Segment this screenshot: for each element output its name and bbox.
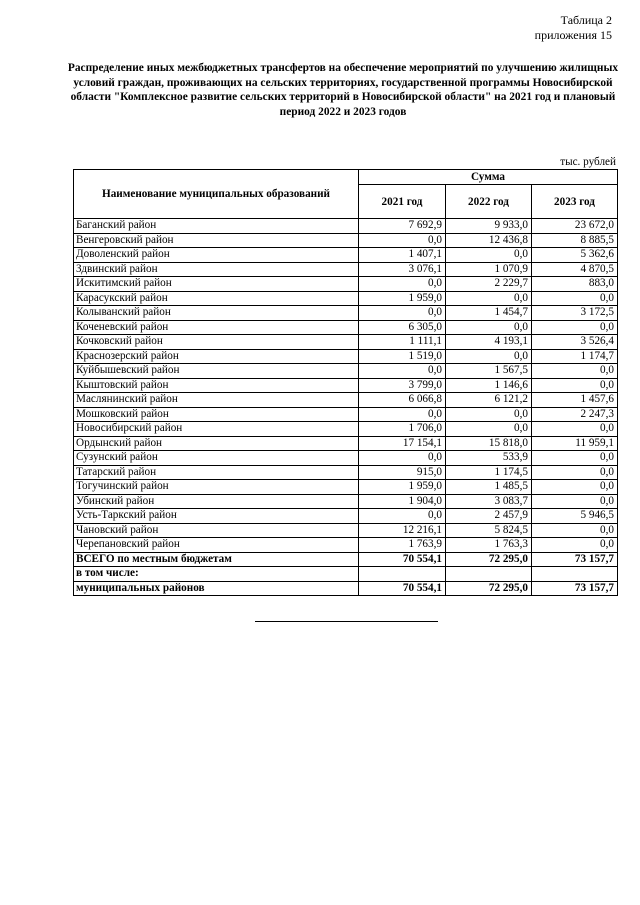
units-label: тыс. рублей	[560, 156, 616, 168]
cell-amount-2021: 0,0	[359, 407, 446, 422]
header-row-1	[74, 170, 618, 185]
cell-amount-2021: 3 076,1	[359, 262, 446, 277]
cell-amount-2021: 1 407,1	[359, 248, 446, 263]
cell-municipality-name: Новосибирский район	[74, 422, 359, 437]
cell-municipality-name: Карасукский район	[74, 291, 359, 306]
table-row	[74, 262, 618, 277]
cell-municipality-name: Кыштовский район	[74, 378, 359, 393]
cell-amount-2022: 72 295,0	[446, 581, 532, 596]
table-row	[74, 248, 618, 263]
table-row	[74, 436, 618, 451]
cell-municipality-name: Куйбышевский район	[74, 364, 359, 379]
cell-municipality-name: Венгеровский район	[74, 233, 359, 248]
table-row	[74, 407, 618, 422]
cell-amount-2022: 1 146,6	[446, 378, 532, 393]
cell-amount-2023: 0,0	[532, 465, 618, 480]
table-row	[74, 422, 618, 437]
cell-amount-2021: 1 904,0	[359, 494, 446, 509]
cell-amount-2021: 0,0	[359, 277, 446, 292]
cell-amount-2022: 2 457,9	[446, 509, 532, 524]
cell-amount-2021: 3 799,0	[359, 378, 446, 393]
cell-amount-2023: 23 672,0	[532, 219, 618, 234]
cell-amount-2022: 533,9	[446, 451, 532, 466]
cell-amount-2021: 12 216,1	[359, 523, 446, 538]
cell-amount-2023: 0,0	[532, 494, 618, 509]
appendix-header	[535, 13, 612, 43]
cell-amount-2023: 0,0	[532, 451, 618, 466]
cell-amount-2022: 0,0	[446, 422, 532, 437]
appendix-number-label: приложения 15	[534, 28, 612, 42]
cell-amount-2022: 12 436,8	[446, 233, 532, 248]
cell-amount-2023: 3 172,5	[532, 306, 618, 321]
cell-amount-2022: 1 567,5	[446, 364, 532, 379]
cell-amount-2021: 1 519,0	[359, 349, 446, 364]
cell-municipality-name: Баганский район	[74, 219, 359, 234]
cell-amount-2021: 6 305,0	[359, 320, 446, 335]
cell-amount-2023: 0,0	[532, 378, 618, 393]
cell-amount-2021: 1 111,1	[359, 335, 446, 350]
cell-amount-2021	[359, 567, 446, 582]
cell-amount-2023: 11 959,1	[532, 436, 618, 451]
cell-municipality-name: в том числе:	[74, 567, 359, 582]
table-row	[74, 465, 618, 480]
cell-amount-2021: 915,0	[359, 465, 446, 480]
cell-amount-2022: 0,0	[446, 320, 532, 335]
cell-municipality-name: Убинский район	[74, 494, 359, 509]
table-row	[74, 277, 618, 292]
table-row	[74, 393, 618, 408]
cell-amount-2023: 3 526,4	[532, 335, 618, 350]
column-header-2021: 2021 год	[359, 185, 446, 219]
document-title: Распределение иных межбюджетных трансфертов на обеспечение мероприятий по улучшению жилищных условий граждан, проживающих на сельских территориях, государственной программы Новосибирской области "Комплексное развитие сельских территорий в Новосибирской области" на 2021 год и плановый период 2022 и 2023 годов	[67, 62, 619, 118]
column-header-sum: Сумма	[359, 170, 618, 185]
cell-municipality-name: Тогучинский район	[74, 480, 359, 495]
table-row	[74, 219, 618, 234]
cell-municipality-name: ВСЕГО по местным бюджетам	[74, 552, 359, 567]
cell-amount-2021: 70 554,1	[359, 552, 446, 567]
table-row	[74, 291, 618, 306]
cell-amount-2023: 4 870,5	[532, 262, 618, 277]
table-row	[74, 494, 618, 509]
cell-amount-2022: 9 933,0	[446, 219, 532, 234]
cell-amount-2022: 0,0	[446, 407, 532, 422]
cell-amount-2022: 0,0	[446, 349, 532, 364]
cell-amount-2022: 1 174,5	[446, 465, 532, 480]
table-row	[74, 552, 618, 567]
cell-amount-2022: 5 824,5	[446, 523, 532, 538]
cell-municipality-name: Татарский район	[74, 465, 359, 480]
cell-municipality-name: Чановский район	[74, 523, 359, 538]
table-row	[74, 509, 618, 524]
cell-amount-2023: 1 457,6	[532, 393, 618, 408]
cell-amount-2023: 2 247,3	[532, 407, 618, 422]
cell-amount-2023: 0,0	[532, 523, 618, 538]
cell-municipality-name: Колыванский район	[74, 306, 359, 321]
cell-amount-2021: 17 154,1	[359, 436, 446, 451]
transfers-table	[73, 169, 618, 596]
cell-amount-2021: 1 763,9	[359, 538, 446, 553]
cell-municipality-name: Искитимский район	[74, 277, 359, 292]
cell-amount-2023: 0,0	[532, 291, 618, 306]
cell-amount-2022: 72 295,0	[446, 552, 532, 567]
table-row	[74, 364, 618, 379]
end-separator-line	[255, 621, 438, 622]
cell-municipality-name: Сузунский район	[74, 451, 359, 466]
cell-municipality-name: Здвинский район	[74, 262, 359, 277]
table-row	[74, 451, 618, 466]
cell-amount-2023: 8 885,5	[532, 233, 618, 248]
cell-municipality-name: Черепановский район	[74, 538, 359, 553]
table-row	[74, 320, 618, 335]
cell-amount-2022: 1 485,5	[446, 480, 532, 495]
cell-municipality-name: Усть-Таркский район	[74, 509, 359, 524]
cell-municipality-name: Мошковский район	[74, 407, 359, 422]
cell-amount-2022	[446, 567, 532, 582]
table-row	[74, 378, 618, 393]
cell-amount-2021: 0,0	[359, 233, 446, 248]
cell-amount-2021: 70 554,1	[359, 581, 446, 596]
table-row	[74, 335, 618, 350]
cell-municipality-name: Доволенский район	[74, 248, 359, 263]
cell-amount-2022: 15 818,0	[446, 436, 532, 451]
table-row	[74, 233, 618, 248]
cell-amount-2023: 73 157,7	[532, 581, 618, 596]
cell-amount-2021: 1 959,0	[359, 291, 446, 306]
table-row	[74, 349, 618, 364]
cell-amount-2021: 0,0	[359, 364, 446, 379]
table-row	[74, 480, 618, 495]
cell-municipality-name: муниципальных районов	[74, 581, 359, 596]
cell-amount-2023: 73 157,7	[532, 552, 618, 567]
cell-amount-2023: 0,0	[532, 480, 618, 495]
cell-amount-2022: 4 193,1	[446, 335, 532, 350]
cell-amount-2023: 0,0	[532, 364, 618, 379]
cell-amount-2021: 1 706,0	[359, 422, 446, 437]
cell-amount-2021: 0,0	[359, 451, 446, 466]
table-row	[74, 306, 618, 321]
cell-amount-2021: 1 959,0	[359, 480, 446, 495]
cell-amount-2023: 0,0	[532, 320, 618, 335]
column-header-name: Наименование муниципальных образований	[74, 170, 359, 219]
table-body	[74, 219, 618, 596]
cell-amount-2022: 0,0	[446, 248, 532, 263]
cell-municipality-name: Маслянинский район	[74, 393, 359, 408]
table-row	[74, 581, 618, 596]
table-row	[74, 538, 618, 553]
cell-amount-2023: 0,0	[532, 538, 618, 553]
cell-amount-2021: 0,0	[359, 509, 446, 524]
cell-amount-2021: 7 692,9	[359, 219, 446, 234]
column-header-2022: 2022 год	[446, 185, 532, 219]
table-row	[74, 567, 618, 582]
cell-amount-2023: 5 362,6	[532, 248, 618, 263]
cell-amount-2021: 6 066,8	[359, 393, 446, 408]
cell-amount-2023	[532, 567, 618, 582]
cell-amount-2023: 883,0	[532, 277, 618, 292]
table-header	[74, 170, 618, 219]
table-number-label: Таблица 2	[560, 13, 612, 27]
cell-amount-2021: 0,0	[359, 306, 446, 321]
cell-amount-2022: 0,0	[446, 291, 532, 306]
cell-amount-2022: 2 229,7	[446, 277, 532, 292]
cell-amount-2022: 1 763,3	[446, 538, 532, 553]
cell-municipality-name: Кочковский район	[74, 335, 359, 350]
column-header-2023: 2023 год	[532, 185, 618, 219]
cell-amount-2023: 0,0	[532, 422, 618, 437]
cell-amount-2022: 1 454,7	[446, 306, 532, 321]
cell-amount-2023: 5 946,5	[532, 509, 618, 524]
table-row	[74, 523, 618, 538]
cell-amount-2022: 1 070,9	[446, 262, 532, 277]
cell-municipality-name: Ордынский район	[74, 436, 359, 451]
cell-amount-2022: 3 083,7	[446, 494, 532, 509]
cell-amount-2022: 6 121,2	[446, 393, 532, 408]
cell-municipality-name: Коченевский район	[74, 320, 359, 335]
cell-amount-2023: 1 174,7	[532, 349, 618, 364]
cell-municipality-name: Краснозерский район	[74, 349, 359, 364]
